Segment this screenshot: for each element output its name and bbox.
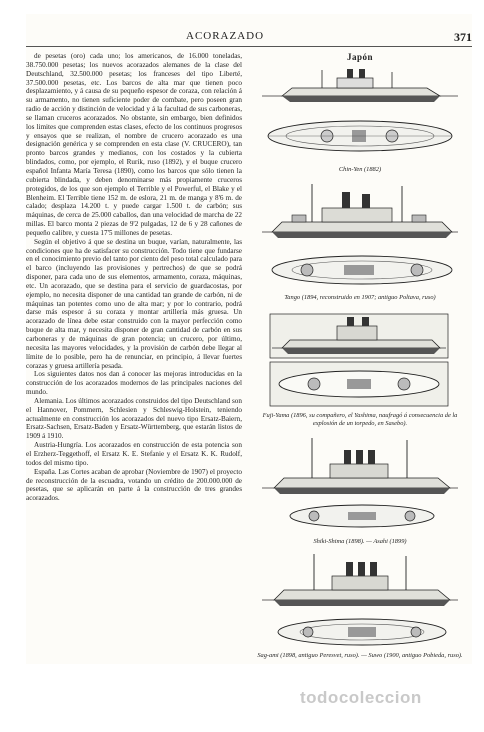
- ship-caption: Shiki-Shima (1898). — Asahi (1899): [313, 538, 407, 545]
- header-rule: [26, 46, 472, 47]
- ship-drawing-icon: [252, 66, 468, 164]
- paragraph: España. Las Cortes acaban de aprobar (Noviembre de 1907) el proyecto de reconstrucción de la escuadra, votando un crédito de 200.000.000 de pesetas, que se aplicarán en parte á la construcción de tres grandes acorazados.: [26, 467, 242, 503]
- page-header: [26, 30, 472, 46]
- illustration-column: [252, 52, 468, 660]
- paragraph: Alemania. Los últimos acorazados construidos del tipo Deutschland son el Hannover, Pommern, Schlesien y Schleswig-Holstein, teniendo actualmente en construcción los acorazados del nuevo tipo Ersatz-Baiern, Ersatz-Sachsen, Ersatz-Baden y Ersatz-Württemberg, que estarán listos de 1909 á 1910.: [26, 396, 242, 441]
- ship-illustration: [252, 436, 468, 534]
- country-heading: Japón: [346, 52, 373, 62]
- ship-drawing-icon: [252, 182, 468, 292]
- book-page: [26, 14, 472, 664]
- ship-drawing-icon: [252, 552, 468, 652]
- ship-caption: Tango (1894, reconstruido en 1907; antiguo Poltava, ruso): [284, 294, 436, 301]
- paragraph: Según el objetivo á que se destina un buque, varían, naturalmente, las condiciones que ha de satisfacer su construcción. Todo tiene que fundarse en el conocimiento previo del tanto por ciento del peso total calculado para el barco (incluyendo las provisiones y pertrechos) de que se podrá disponer, para cada uno de sus elementos, armamento, coraza, máquinas, etc. Un acorazado, que se destina para el servicio de guardacostas, por ejemplo, no necesita disponer de una cantidad tan grande de carbón, ni de máquinas tan potentes como uno de alta mar; y por lo contrario, podrá darse más espesor á su coraza y montar artillería más gruesa. Un acorazado de línea debe estar construido con la mayor perfección como buque de alta mar, y necesita disponer de gran cantidad de carbón en sus carboneras y de máquinas de gran potencia; un crucero, por último, necesita las mayores velocidades, y la provisión de carbón debe llegar al límite de lo posible, pero ha de renunciar, en principio, á llevar fuertes corazas y gruesa artillería pesada.: [26, 237, 242, 370]
- ship-caption: Sag-ami (1898, antiguo Peresvet, ruso). — Suwo (1900, antiguo Pobieda, ruso).: [257, 652, 463, 659]
- ship-drawing-icon: [252, 310, 468, 410]
- ship-illustration: [252, 310, 468, 410]
- page-number: 371: [454, 30, 472, 44]
- text-column: [26, 52, 242, 656]
- running-title: ACORAZADO: [186, 30, 265, 42]
- ship-illustration: [252, 66, 468, 164]
- ship-illustration: [252, 552, 468, 652]
- paragraph: Austria-Hungría. Los acorazados en construcción de esta potencia son el Erzherz-Teggethoff, el Ersatz K. E. Stefanie y el Ersatz K. K. Rudolf, todos del mismo tipo.: [26, 441, 242, 467]
- ship-caption: Fuji-Yama (1896, su compañero, el Yashima, naufragó á consecuencia de la explosión de un torpedo, en Sasebo).: [262, 412, 458, 427]
- ship-drawing-icon: [252, 436, 468, 534]
- paragraph: de pesetas (oro) cada uno; los americanos, de 16.000 toneladas, 38.750.000 pesetas; los nuevos acorazados alemanes de la clase del Deutschland, 32.500.000 pesetas; los franceses del tipo Liberté, 37.500.000 pesetas, etc. Los barcos de alta mar que tienen poco desplazamiento, y á causa de su pequeño espesor de coraza, con relación á su armamento, no tienen suficiente poder de combate, pero poseen gran radio de acción y distinción de velocidad y á la facultad de sus carboneras, se llaman cruceros acorazados. No obstante, sin embargo, bien definidos los limites que comprenden estas clases, efecto de los continuos progresos y ensayos que se realizan, el nombre de crucero acorazado es una designación genérica y se comprenden en esta clase (V. CRUCERO), tan pronto barcos grandes y medianos, con los costados y la cubierta blindados, como, por ejemplo, el Rurik, ruso (1892), y el buque crucero español Infanta María Teresa (1890), como los barcos que sólo tienen la cubierta blindada, y deben denominarse más propiamente cruceros protegidos, de los que son ejemplo el Terrible y el Powerful, el Blake y el Blenheim. El Terrible tiene 152 m. de eslora, 21 m. de manga y 8'6 m. de calado; desplaza 14.200 t. y puede cargar 1.500 t. de carbón; sus máquinas, de cerca de 25.000 caballos, dan una velocidad de marcha de 22 millas. El barco monta 2 piezas de 9'2 pulgadas, 12 de 6 y 28 cañones de pequeño calibre, y cuesta 17'5 millones de pesetas.: [26, 52, 242, 237]
- ship-caption: Chin-Yen (1882): [338, 166, 382, 173]
- ship-illustration: [252, 182, 468, 292]
- watermark-logo: todocoleccion: [300, 688, 422, 707]
- paragraph: Los siguientes datos nos dan á conocer las mejoras introducidas en la construcción de los acorazados modernos de las principales naciones del mundo.: [26, 370, 242, 397]
- footer-area: [0, 672, 484, 732]
